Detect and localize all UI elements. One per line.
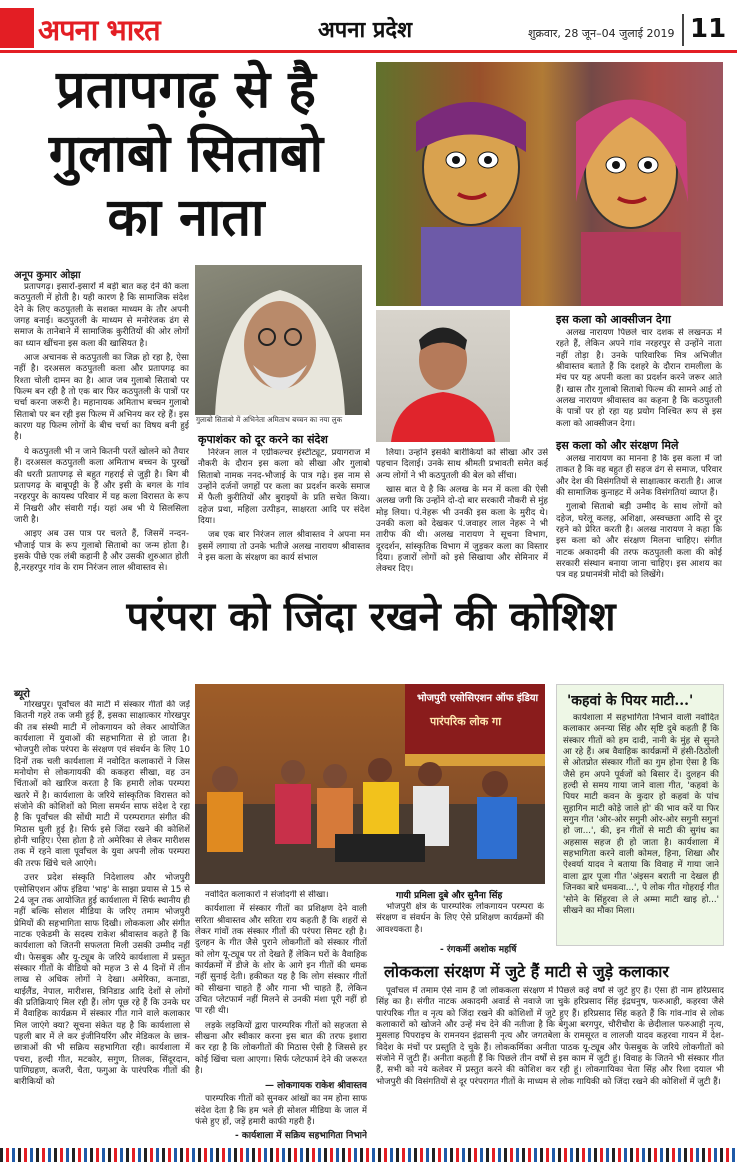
story1-byline: अनूप कुमार ओझा — [14, 270, 81, 281]
puppet-illustration — [376, 62, 723, 306]
story2-col1-p1: गोरखपुर। पूर्वांचल की माटी में संस्कार गीतों की जड़ें कितनी गहरे तक जमी हुई हैं, इसका साक्षात्कार गोरखपुर की तब संस्थी माटी में लोकगायन को लेकर आयोजित कार्यशाला में युवाओं की सहभागिता से हो जाता है। भोजपुरी लोक परंपरा के संरक्षण एवं संवर्धन के लिए 10 दिनों तक चली कार्यशाला में नवोदित कलाकारों ने जिस मनोयोग से लोकगायकी की ककहरा सीखा, वह उन चिंताओं को खारिज करता है कि हमारी लोक परम्परा खतरे में है। कार्यशाला के जरिये सांस्कृतिक विरासत को संजोने की कोशिशों को मिला समर्थन साफ संदेश दे रहा है कि पूर्वांचल की सोंधी माटी में परम्परागत संगीत की मिठास घुली हुई है। सिर्फ इसे जिंदा रखने की कोशिशें होनी चाहिए। ऐसा होता है तो अमेरिका से लेकर मारीशस तक में रहने वाला पूर्वांचल के युवा अपनी लोक परम्परा की तरफ खिंचे चले आएंगे। — [14, 700, 190, 869]
song-box-title: 'कहवां के पियर माटी...' — [567, 693, 694, 709]
story1-col1-p2: आज अचानक से कठपुतली का जिक्र हो रहा है, ऐसा नहीं है। दरअसल कठपुतली कला और प्रतापगढ़ का रिश्ता चोली दामन का है। आज जब गुलाबो सिताबो पर फिल्म बन रही है तो एक बार फिर कठपुतली के पात्रों पर चर्चा करना जरूरी है। महानायक अमिताभ बच्चन गुलाबो सिताबो पर बन रही इस फिल्म में अभिनय कर रहे हैं। इस कारण यह फिल्म लोगों के बीच चर्चा का विषय बनी हुई है। — [14, 353, 189, 443]
story2-byline: ब्यूरो — [14, 689, 30, 700]
story1-subhead-3: इस कला को और संरक्षण मिले — [556, 439, 679, 452]
story1-headline-line-2: गुलाबो सिताबो — [48, 123, 324, 184]
story1-headline — [36, 59, 336, 256]
story3-text — [376, 986, 724, 1136]
story1-col4b-p2: गुलाबो सिताबो बड़ी उम्मीद के साथ लोगों को दहेज, घरेलू कलह, अशिक्षा, अस्वच्छता आदि से दूर रहने को प्रेरित करती है। अलख नारायण ने कहा कि इस कला को और संरक्षण मिलना चाहिए। संगीत नाटक अकादमी की तरफ कठपुतली कला की कोई सरकारी संस्थान बनाया जाना चाहिए। इस आशय का पत्र वह प्रधानमंत्री मोदी को लिखेंगे। — [556, 502, 722, 581]
workshop-banner-text: भोजपुरी एसोसिएशन ऑफ इंडिया — [417, 693, 539, 704]
puppet-photo — [376, 62, 723, 306]
story2-column-1 — [14, 700, 190, 1140]
workshop-photo — [195, 684, 545, 884]
story1-col2-p2: जब एक बार निरंजन लाल श्रीवास्तव ने अपना मन इसमें लगाया तो उनके भतीजे अलख नारायण श्रीवास्तव ने इस कला के संरक्षण का कार्य संभाल — [198, 530, 370, 564]
song-box-text — [563, 713, 719, 943]
story2-col2-credit: — लोकगायक राकेश श्रीवास्तव — [265, 1080, 367, 1091]
story2-col2-p4: पारम्परिक गीतों को सुनकर आंखों का नम होना साफ संदेश देता है कि हम भले ही सोशल मीडिया के जाल में फंसे हुए हों, जड़ें हमारी काफी गहरी हैं। — [195, 1094, 367, 1128]
story2-col2-p2: कार्यशाला में संस्कार गीतों का प्रशिक्षण देने वाली सरिता श्रीवास्तव और सरिता राय कहती हैं कि शहरों से लेकर गांवों तक संस्कार गीतों की परंपरा सिमट रही है। दुलहन के गीत जैसे पुराने लोकगीतों को संस्कार गीतों को लोग यू-ट्यूब पर तो देखते हैं लेकिन घरों के वैवाहिक कार्यक्रमों में डीजे के शोर के आगे इन गीतों की धमक नहीं सुनाई देती। हकीकत यह है कि लोग संस्कार गीतों को सीखना चाहते हैं और गाना भी चाहते हैं, लेकिन उचित प्लेटफार्म नहीं मिलने से उनकी मंशा पूरी नहीं हो पा रही थी। — [195, 904, 367, 1017]
print-registration-strip — [0, 1148, 737, 1162]
masthead-divider — [682, 14, 684, 46]
story2-col2-p3: लड़के लड़कियों द्वारा पारम्परिक गीतों को सहजता से सीखना और स्वीकार करना इस बात की तरफ इशारा कर रहा है कि लोकगीतों की मिठास ऐसी है जिससे हर कोई खिंचा चला आएगा। सिर्फ प्लेटफार्म देने की जरूरत है। — [195, 1020, 367, 1077]
song-box — [556, 684, 724, 946]
amitabh-illustration — [195, 265, 362, 415]
story1-headline-line-1: प्रतापगढ़ से है — [56, 59, 316, 120]
story1-col1-p4: आइए अब उस पात्र पर चलते हैं, जिसमें नन्दन-भौजाई पात्र के रूप गुलाबो सिताबो का जन्म होता है। इसके पीछे एक लंबी कहानी है और उसकी शुरुआत होती है,नरहरपुर गांव के राम निरंजन लाल श्रीवास्तव से। — [14, 529, 189, 574]
story1-column-4a — [556, 328, 722, 432]
workshop-photo-caption: गायी प्रमिला दुबे और सुनैना सिंह — [396, 891, 503, 901]
workshop-banner-text-2: पारंपरिक लोक गा — [430, 715, 502, 728]
story1-subhead-1: कृपाशंकर को दूर करने का संदेश — [198, 433, 328, 446]
story1-headline-line-3: का नाता — [107, 187, 265, 248]
story1-col2-p1: निरंजन लाल ने एग्रीकल्चर इंस्टीट्यूट, प्रयागराज में नौकरी के दौरान इस कला को सीखा और गुलाबो सिताबो नामक ननद-भौजाई के पात्र गढ़े। इस नाम से उन्होंने दर्जनों जगहों पर कला का प्रदर्शन करके समाज में फैली कुरीतियों और बुराइयों के प्रति सचेत किया। दहेज प्रथा, महिला उत्पीड़न, साक्षरता आदि पर संदेश दिया। — [198, 448, 370, 527]
alakh-narayan-illustration — [376, 310, 510, 442]
masthead-date: शुक्रवार, 28 जून–04 जुलाई 2019 — [528, 27, 675, 40]
page-number: 11 — [690, 14, 727, 44]
masthead-section-title: अपना प्रदेश — [318, 17, 413, 43]
story2-column-2 — [195, 890, 367, 1140]
story3-p1: पूर्वांचल में तमाम ऐसे नाम हैं जो लोककला संरक्षण में पिछले कई वर्षों से जुटे हुए हैं। ऐसा ही नाम हरिप्रसाद सिंह का है। संगीत नाटक अकादमी अवार्ड से नवाजे जा चुके हरिप्रसाद सिंह इंद्रधनुष, फरुआही, कहरवा जैसे पारंपरिक गीत व नृत्य को जिंदा रखने की कोशिशों में जुटे हुए हैं। हरिप्रसाद सिंह कहते हैं कि गांव-गांव से लोक कलाकारों को खोजने और उन्हें मंच देने की नतीजा है कि बेगुआ बरगपुर, चौरीचौरा के छेदीलाल फरुआही नृत्य, मुसलाह पिपराइच के रामनयन इंद्रासनी नृत्य और जगतबेला के रामसूरत व लालजी यादव कहरवा गायन में देश-विदेश के मंचों पर प्रस्तुति दे चुके हैं। लोककर्मिका अनीता पाठक यू-ट्यूब और फेसबुक के जरिये लोकगीतों को संजोने में जुटी हैं। अनीता कहती हैं कि पिछले तीन वर्षों से इस काम में जुटी हूं। विवाह के जितने भी संस्कार गीत हैं, सभी को नये कलेवर में प्रस्तुत करने की कोशिश कर रही हूं। लोकगायिका चेता सिंह और रिशा दयाल भी भोजपुरी की विसंगतियों से दूर परंपरागत गीतों के माध्यम से लोक गायिकी को जिंदा रखने की कोशिशों में जुटी हैं। — [376, 986, 724, 1087]
story1-column-4b — [556, 454, 722, 594]
story2-headline: परंपरा को जिंदा रखने की कोशिश — [126, 593, 616, 640]
amitabh-photo — [195, 265, 362, 415]
story1-column-1 — [14, 282, 189, 592]
story3-headline: लोककला संरक्षण में जुटे हैं माटी से जुड़े कलाकार — [384, 962, 669, 981]
story1-col4b-p1: अलख नारायण का मानना है कि इस कला में जो ताकत है कि वह बहुत ही सहज ढंग से समाज, परिवार और देश की विसंगतियों से साक्षात्कार कराती है। आज की सामाजिक कुनाहट में अनेक विसंगतियां व्याप्त हैं। — [556, 454, 722, 499]
story2-col3-p1: भोजपुरी क्षेत्र के पारम्परिक लोकगायन परम्परा के संरक्षण व संवर्धन के लिए ऐसे प्रशिक्षण कार्यक्रमों की आवश्यकता है। — [376, 902, 544, 935]
song-box-p1: कार्यशाला में सहभागिता निभाने वाली नवोदित कलाकार अनन्या सिंह और सृष्टि दुबे कहती हैं कि संस्कार गीतों को हम दादी, नानी के मुंह से सुनते आ रहे हैं। अब वैवाहिक कार्यक्रमों में हंसी-ठिठोली से ओतप्रोत संस्कार गीतों का गुम होना ऐसा है कि जैसे हम अपने पूर्वजों को बिसार दें। दुलहन की हल्दी से समय गाया जाने वाला गीत, 'कहवां के पियर माटी कवन के कुदार हो कहवां के पांच सुहागिन माटी कोड़े जाले हो' की भाव करें या फिर सगुन गीत 'ओर-ओर सगुनी ओर-ओर सगुनी सगुनां हो जा...', की, इन गीतों से माटी की सुगंध का अहसास सहज ही हो जाता है। कार्यशाला में सहभागिता करने वाली कोमल, हिना, शिखा और ऐश्वर्या यादव ने बताया कि विवाह में गाया जाने वाला द्वार पूजा गीत 'अंइसन बराती ना देखल ही जिनका बारे धमकवा...', पे लोक गीत गोहराई गीत 'सोने के सिंहुरवा ले ले अम्मा माटी खाइ हो...' सीखने का मौका मिला। — [563, 713, 719, 916]
story1-subhead-2: इस कला को आक्सीजन देगा — [556, 313, 671, 326]
story1-col1-p1: प्रतापगढ़। इसारों-इसारों में बड़ी बात कह देने की कला कठपुतली में होती है। यही कारण है कि सामाजिक संदेश देने के लिए कठपुतली के सशक्त माध्यम के तौर अपनी जगह बनाई। कठपुतली के माध्यम से मनोरंजक ढंग से समाज के तानेबाने में सामाजिक कुरीतियों की ओर लोगों का ध्यान खींचना इस कला की खासियत है। — [14, 282, 189, 349]
masthead-brand: अपना भारत — [38, 13, 160, 47]
story2-column-3 — [376, 902, 544, 942]
story1-column-2 — [198, 448, 370, 594]
story2-col3-credit: - रंगकर्मी अशोक महर्षि — [440, 945, 517, 955]
story2-col2-credit-2: - कार्यशाला में सक्रिय सहभागिता निभाने — [234, 1131, 367, 1140]
masthead-red-block — [0, 8, 34, 48]
alakh-narayan-photo — [376, 310, 510, 442]
story1-column-3 — [376, 448, 548, 594]
story1-col1-p3: ये कठपुतली भी न जाने कितनी परतें खोलने को तैयार हैं। दरअसल कठपुतली कला अमिताभ बच्चन के पुरखों की धरती प्रतापगढ़ से बहुत गहराई से जुड़ी है। बिग बी प्रतापगढ़ के बाबूपट्टी के हैं और इसी के बगल के गांव नरहरपुर के कायस्थ परिवार में यह कला विरासत के रूप में निखरी और संवारी गई। यहां अब भी ये सिलसिला जारी है। — [14, 446, 189, 525]
amitabh-photo-caption: गुलाबो सिताबो में अभिनेता अमिताभ बच्चन का नया लुक — [196, 415, 343, 424]
story1-col3-p2: खास बात ये है कि अलख के मन में कला की ऐसी अलख जगी कि उन्होंने दो-दो बार सरकारी नौकरी से मुंह मोड़ लिया। पं.नेहरू भी उनकी इस कला के मुरीद थे। उनकी कला को देखकर पं.जवाहर लाल नेहरू ने भी तारीफ की थी। अलख नारायण ने सूचना विभाग, दूरदर्शन, सांस्कृतिक विभाग में जुड़कर कला का विस्तार दिया। हजारों लोगों को इसे सिखाया और सेमिनार में लेक्चर दिए। — [376, 485, 548, 575]
story2-col1-p2: उत्तर प्रदेश संस्कृति निदेशालय और भोजपुरी एसोसिएशन ऑफ इंडिया 'भाइ' के साझा प्रयास से 15 से 24 जून तक आयोजित हुई कार्यशाला में सिर्फ स्थानीय ही नहीं बल्कि सोशल मीडिया के जरिए तमाम भोजपुरी प्रेमियों की सहभागिता साफ दिखी। लोककला और संगीत नाटक एकेडमी के सदस्य राकेश श्रीवास्तव कहते हैं कि कार्यशाला को जितनी सफलता मिली उसकी उम्मीद नहीं थी। फेसबुक और यू-ट्यूब के जरिये कार्यशाला में प्रस्तुत संस्कार गीतों के वीडियो को महज 3 से 4 दिनों में तीन लाख से अधिक लोगों ने देखा। अमेरिका, कनाडा, थाईलैंड, नेपाल, मारीशस, त्रिनिडाड आदि देशों से लोगों की प्रतिक्रियाएं मिल रही हैं। लोग पूछ रहे हैं कि उनके घर में वैवाहिक कार्यक्रम में संस्कार गीत गाने वाले कलाकार मिल जाएंगे क्या? सूचना संकेत यह है कि कार्यशाला से पहली बार में ले कर इंजीनियरिंग और मेडिकल के छात्र-छात्राओं की भी सक्रिय सहभागिता रही। कार्यशाला में पचरा, हल्दी गीत, मटकोर, सगुण, तिलक, सिंदूरदान, पाणिग्रहण, कजरी, चैता, फगुआ के पारंपरिक गीतों की बारीकियों को — [14, 873, 190, 1088]
story1-col3-p1: लिया। उन्होंने इसकी बारीकियों को सीखा और उसे पहचान दिलाई। उनके साथ श्रीमती प्रभावती समेत कई अन्य लोगों ने भी कठपुतली की बेल को सींचा। — [376, 448, 548, 481]
story2-col2-p1: नवोदित कलाकारों ने संजोदगी से सीखा। — [205, 890, 329, 900]
masthead-rule — [0, 50, 737, 53]
story1-col4a-p1: अलख नारायण पिछले चार दशक से लखनऊ में रहते हैं, लेकिन अपने गांव नरहरपुर से उन्होंने नाता नहीं तोड़ा है। उनके पारिवारिक मित्र अभिजीत श्रीवास्तव बताते हैं कि दशहरे के दौरान रामलीला के मंच पर यह अपनी कला का प्रदर्शन करने जरूर आते हैं। खास तौर गुलाबो सिताबो फिल्म की सामने आई तो अलख नारायण श्रीवास्तव का कहना है कि कठपुतली के पात्रों पर हो रहा यह प्रयोग निश्चित रूप से इस कला को आक्सीजन देगा। — [556, 328, 722, 429]
